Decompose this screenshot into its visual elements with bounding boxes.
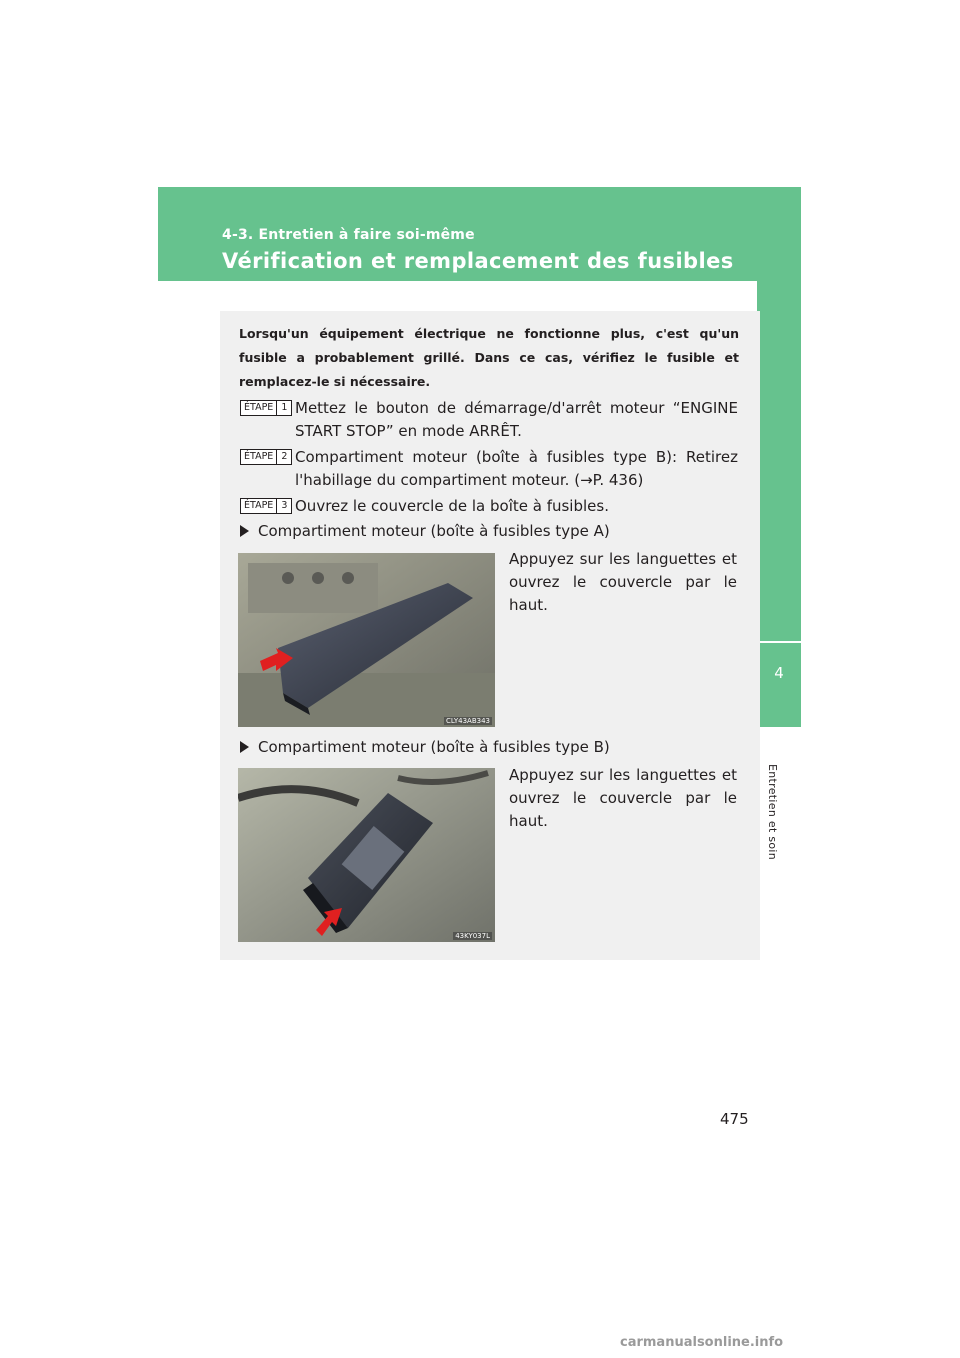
step-text: Mettez le bouton de démarrage/d'arrêt moteur “ENGINE START STOP” en mode ARRÊT. bbox=[295, 399, 738, 440]
section-heading-type-a: Compartiment moteur (boîte à fusibles type A) bbox=[240, 520, 610, 542]
intro-text: Lorsqu'un équipement électrique ne fonctionne plus, c'est qu'un fusible a probablement grillé. Dans ce cas, vérifiez le fusible et remplacez-le si nécessaire. bbox=[239, 326, 739, 389]
bullet-arrow-icon bbox=[240, 525, 249, 537]
bullet-arrow-icon bbox=[240, 741, 249, 753]
image-code: CLY43AB343 bbox=[446, 717, 490, 725]
step-2 bbox=[240, 446, 738, 492]
step-3 bbox=[240, 495, 738, 518]
step-text: Ouvrez le couvercle de la boîte à fusibles. bbox=[295, 497, 609, 515]
step-badge: ÉTAPE 1 bbox=[240, 400, 292, 416]
image-code: 43KY037L bbox=[455, 932, 490, 940]
fusebox-a-illustration bbox=[238, 553, 495, 727]
chapter-header-bar bbox=[158, 187, 801, 281]
content-box bbox=[220, 311, 760, 960]
section-label: 4-3. Entretien à faire soi-même bbox=[222, 227, 475, 243]
chapter-number-tab[interactable] bbox=[757, 641, 801, 729]
chapter-title-vertical: Entretien et soin bbox=[766, 764, 779, 861]
caption-type-b: Appuyez sur les languettes et ouvrez le couvercle par le haut. bbox=[509, 766, 737, 830]
caption-type-a: Appuyez sur les languettes et ouvrez le couvercle par le haut. bbox=[509, 550, 737, 614]
step-badge: ÉTAPE 3 bbox=[240, 498, 292, 514]
watermark[interactable]: carmanualsonline.info bbox=[620, 1335, 784, 1350]
section-heading-type-b: Compartiment moteur (boîte à fusibles type B) bbox=[240, 736, 610, 758]
engine-fusebox-b-photo bbox=[238, 768, 495, 942]
fusebox-b-illustration bbox=[238, 768, 495, 942]
step-text: Compartiment moteur (boîte à fusibles type B): Retirez l'habillage du compartiment moteur. (→P. 436) bbox=[295, 448, 738, 489]
page-title: Vérification et remplacement des fusibles bbox=[222, 249, 734, 273]
engine-fusebox-a-photo bbox=[238, 553, 495, 727]
side-tab-upper bbox=[757, 281, 801, 641]
step-badge: ÉTAPE 2 bbox=[240, 449, 292, 465]
step-1 bbox=[240, 397, 738, 443]
chapter-number: 4 bbox=[774, 664, 784, 682]
page-number: 475 bbox=[720, 1110, 749, 1128]
